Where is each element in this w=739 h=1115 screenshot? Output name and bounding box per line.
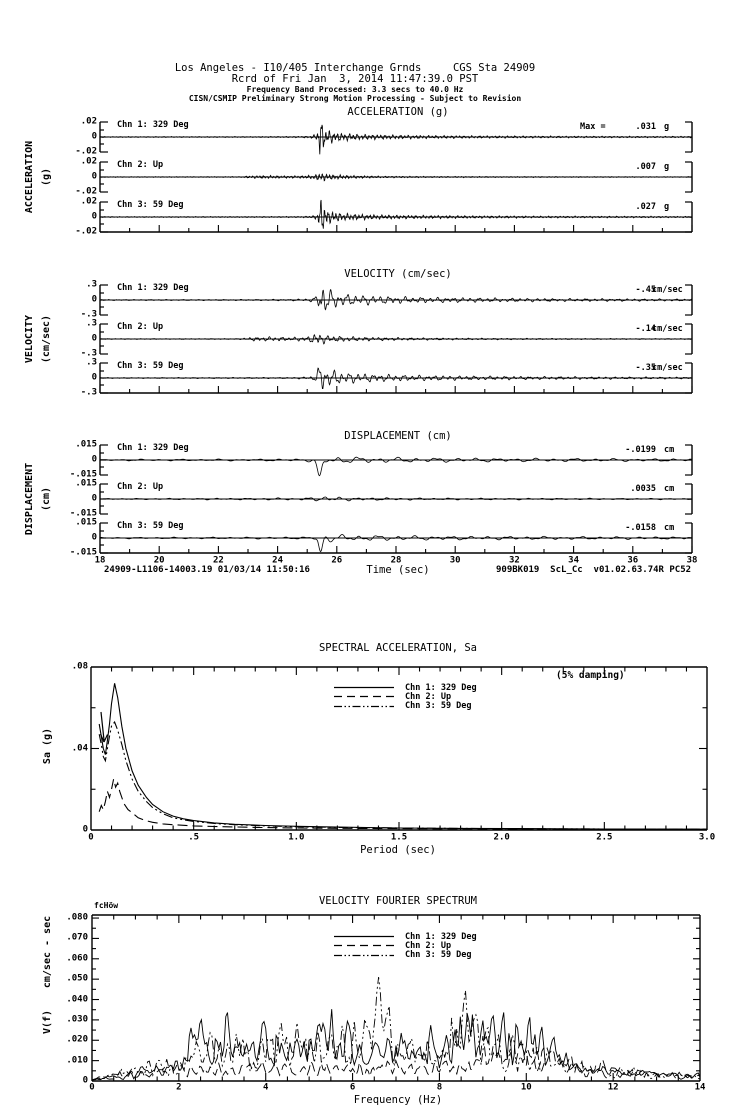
velocity-axis-label: VELOCITY	[24, 314, 35, 364]
tick-label: 28	[390, 555, 402, 566]
tick-label: .060	[66, 953, 88, 964]
time-axis-label: Time (sec)	[366, 564, 430, 576]
vel-ch2-max-units: cm/sec	[652, 324, 683, 334]
tick-label: .015	[75, 517, 97, 528]
tick-label: 1.0	[288, 832, 305, 843]
tick-label: -.015	[69, 508, 97, 519]
tick-label: .015	[75, 439, 97, 450]
sa-legend-row-2	[333, 692, 477, 701]
tick-label: .02	[80, 196, 97, 207]
disp-ch2-max: .0035	[630, 484, 656, 494]
tick-label: .02	[80, 156, 97, 167]
dashed-line-icon	[333, 942, 395, 949]
tick-label: 2.5	[596, 832, 613, 843]
velocity-axis-units: (cm/sec)	[41, 314, 52, 364]
velocity-title: VELOCITY (cm/sec)	[344, 268, 452, 280]
fourier-legend-row-3	[333, 951, 477, 960]
tick-label: 20	[153, 555, 165, 566]
tick-label: .015	[75, 478, 97, 489]
tick-label: -.015	[69, 469, 97, 480]
displacement-title: DISPLACEMENT (cm)	[344, 430, 452, 442]
sa-legend-row-3	[333, 702, 477, 711]
vel-ch2-max: -.14	[635, 324, 656, 334]
sa-y-axis-label: Sa (g)	[42, 727, 53, 765]
tick-label: 14	[694, 1082, 706, 1093]
tick-label: .04	[71, 743, 88, 753]
accel-ch2-max-units: g	[664, 162, 670, 172]
accel-ch2-label: Chn 2: Up	[117, 160, 164, 170]
tick-label: -.3	[80, 309, 97, 320]
sa-legend-label-3: Chn 3: 59 Deg	[405, 701, 472, 712]
tick-label: 30	[449, 555, 461, 566]
tick-label: 0	[91, 131, 97, 142]
tick-label: 1.5	[390, 832, 408, 843]
max-prefix: Max =	[580, 122, 606, 132]
disp-ch3-max: -.0158	[625, 523, 656, 533]
tick-label: .3	[86, 279, 97, 290]
tick-label: .010	[66, 1055, 88, 1066]
vel-ch3-max-units: cm/sec	[652, 363, 683, 373]
tick-label: 36	[627, 555, 639, 566]
tick-label: 0	[82, 824, 88, 835]
sa-legend	[333, 683, 477, 711]
tick-label: .080	[66, 912, 88, 923]
tick-label: 8	[436, 1082, 443, 1093]
record-datetime: Rcrd of Fri Jan 3, 2014 11:47:39.0 PST	[231, 73, 479, 85]
acceleration-axis-units: (g)	[41, 167, 52, 187]
disp-ch2-label: Chn 2: Up	[117, 482, 164, 492]
dashdot-line-icon	[333, 703, 395, 710]
tick-label: .3	[86, 357, 97, 368]
tick-label: 38	[686, 555, 698, 566]
fourier-legend-row-2	[333, 941, 477, 950]
accel-ch1-max: .031	[635, 122, 656, 132]
tick-label: .040	[66, 994, 88, 1005]
fourier-y-axis-units: cm/sec - sec	[42, 915, 53, 989]
frequency-band-line: Frequency Band Processed: 3.3 secs to 40.0 Hz	[246, 85, 464, 94]
tick-label: -.02	[75, 226, 97, 237]
fourier-legend-label-1: Chn 1: 329 Deg	[405, 931, 477, 942]
disp-ch1-max: -.0199	[625, 445, 656, 455]
tick-label: 0	[91, 294, 97, 305]
frequency-axis-label: Frequency (Hz)	[353, 1094, 443, 1106]
vel-ch3-max: -.35	[635, 363, 656, 373]
station-title: Los Angeles - I10/405 Interchange Grnds CGS Sta 24909	[174, 62, 536, 74]
tick-label: 3.0	[698, 832, 716, 843]
accel-ch2-max: .007	[635, 162, 656, 172]
solid-line-icon	[333, 684, 395, 691]
tick-label: .050	[66, 973, 88, 984]
tick-label: .02	[80, 116, 97, 127]
tick-label: 0	[91, 532, 97, 543]
tick-label: 0	[91, 211, 97, 222]
record-id-footer: 24909-L1106-14003.19 01/03/14 11:50:16	[104, 565, 310, 575]
tick-label: .08	[71, 661, 88, 672]
tick-label: 2	[176, 1082, 182, 1093]
fourier-legend	[333, 932, 477, 960]
spectral-acceleration-title: SPECTRAL ACCELERATION, Sa	[318, 642, 478, 654]
disp-ch2-max-units: cm	[664, 484, 675, 494]
tick-label: -.02	[75, 186, 97, 197]
fourier-y-axis-quantity: V(f)	[42, 1009, 53, 1035]
sa-legend-label-1: Chn 1: 329 Deg	[405, 682, 477, 693]
tick-label: .5	[188, 832, 200, 843]
processing-note: CISN/CSMIP Preliminary Strong Motion Processing - Subject to Revision	[188, 94, 522, 103]
tick-label: .3	[86, 318, 97, 329]
vel-ch3-label: Chn 3: 59 Deg	[117, 361, 184, 371]
tick-label: 12	[607, 1082, 619, 1093]
fourier-spectrum-title: VELOCITY FOURIER SPECTRUM	[318, 895, 478, 907]
tick-label: 18	[94, 555, 106, 566]
tick-label: 0	[91, 372, 97, 383]
tick-label: -.015	[69, 547, 97, 558]
displacement-axis-label: DISPLACEMENT	[24, 462, 35, 536]
disp-ch3-max-units: cm	[664, 523, 675, 533]
vel-ch1-max-units: cm/sec	[652, 285, 683, 295]
fourier-legend-row-1	[333, 932, 477, 941]
tick-label: 0	[82, 1075, 88, 1086]
tick-label: -.3	[80, 387, 97, 398]
acceleration-title: ACCELERATION (g)	[347, 106, 449, 118]
tick-label: 0	[88, 832, 94, 843]
tick-label: 0	[91, 333, 97, 344]
tick-label: 32	[508, 555, 520, 566]
tick-label: 22	[212, 555, 224, 566]
tick-label: 10	[520, 1082, 532, 1093]
disp-ch3-label: Chn 3: 59 Deg	[117, 521, 184, 531]
accel-ch3-label: Chn 3: 59 Deg	[117, 200, 184, 210]
tick-label: .030	[66, 1014, 88, 1025]
corner-frequency-label: fcHöw	[94, 901, 119, 910]
tick-label: 4	[262, 1082, 269, 1093]
solid-line-icon	[333, 933, 395, 940]
disp-ch1-max-units: cm	[664, 445, 675, 455]
fourier-legend-label-2: Chn 2: Up	[405, 940, 452, 951]
dashdot-line-icon	[333, 952, 395, 959]
dashed-line-icon	[333, 693, 395, 700]
tick-label: 0	[91, 454, 97, 465]
vel-ch1-max: -.45	[635, 285, 656, 295]
vel-ch2-label: Chn 2: Up	[117, 322, 164, 332]
tick-label: .020	[66, 1034, 88, 1045]
tick-label: 0	[91, 493, 97, 504]
tick-label: 34	[568, 555, 580, 566]
sa-legend-label-2: Chn 2: Up	[405, 691, 452, 702]
tick-label: 24	[272, 555, 284, 566]
displacement-axis-units: (cm)	[41, 486, 52, 512]
tick-label: 0	[89, 1082, 95, 1093]
accel-ch1-max-units: g	[664, 122, 670, 132]
acceleration-axis-label: ACCELERATION	[24, 140, 35, 214]
tick-label: 6	[349, 1082, 356, 1093]
accel-ch3-max-units: g	[664, 202, 670, 212]
fourier-legend-label-3: Chn 3: 59 Deg	[405, 950, 472, 961]
accel-ch3-max: .027	[635, 202, 656, 212]
tick-label: -.02	[75, 146, 97, 157]
damping-note: (5% damping)	[556, 670, 625, 681]
tick-label: 2.0	[493, 832, 510, 843]
tick-label: 26	[331, 555, 343, 566]
processing-version-footer: 909BK019 ScL_Cc v01.02.63.74R PC52	[496, 565, 692, 575]
tick-label: 0	[91, 171, 97, 182]
vel-ch1-label: Chn 1: 329 Deg	[117, 283, 189, 293]
period-axis-label: Period (sec)	[360, 844, 436, 856]
accel-ch1-label: Chn 1: 329 Deg	[117, 120, 189, 130]
tick-label: -.3	[80, 348, 97, 359]
sa-legend-row-1	[333, 683, 477, 692]
tick-label: .070	[66, 932, 88, 943]
disp-ch1-label: Chn 1: 329 Deg	[117, 443, 189, 453]
